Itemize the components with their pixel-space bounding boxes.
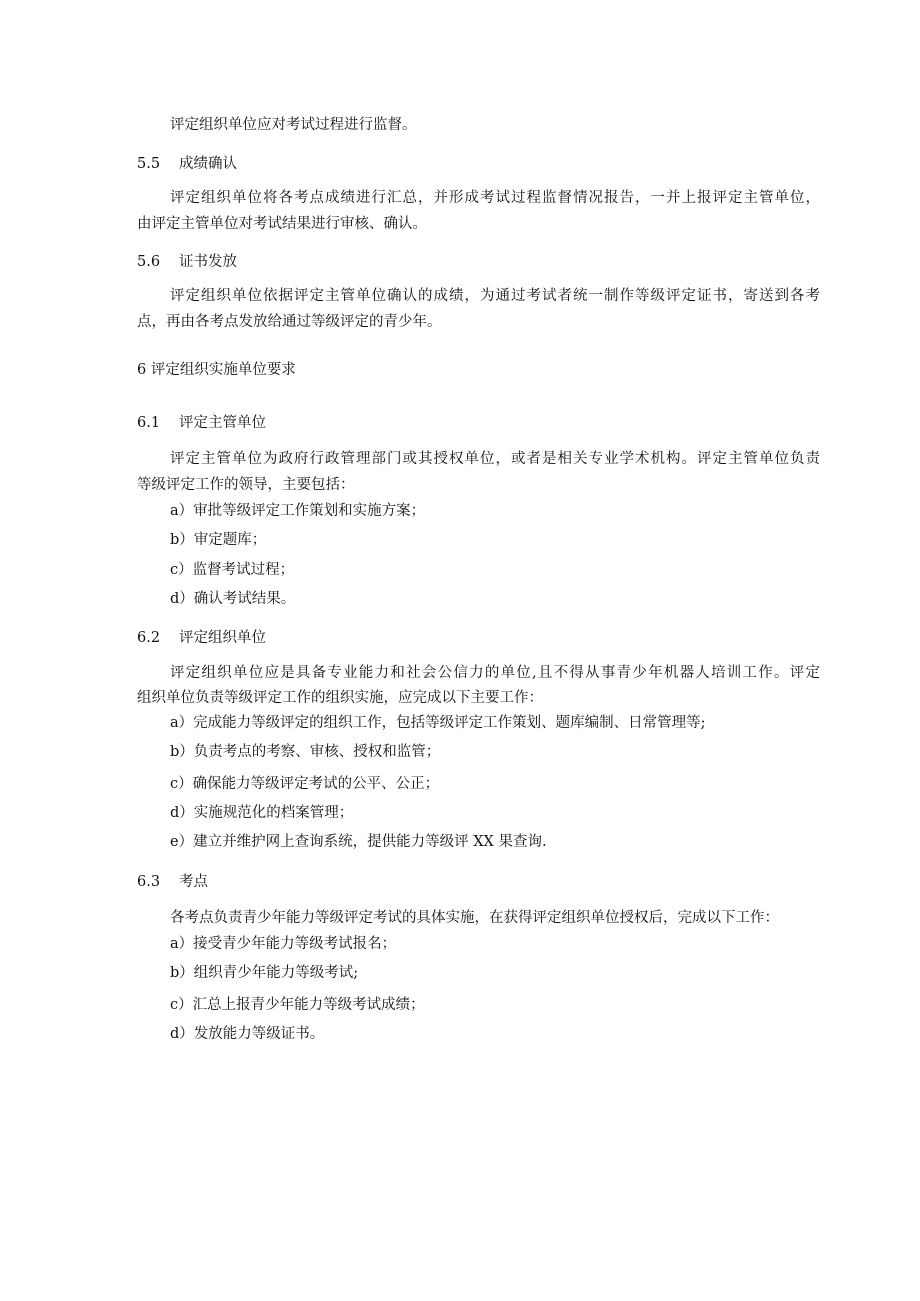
section-number: 6.1 bbox=[137, 415, 161, 431]
section-heading-5-5 bbox=[137, 154, 237, 174]
list-item: d）发放能力等级证书。 bbox=[170, 1026, 325, 1042]
paragraph: 等级评定工作的领导，主要包括： bbox=[137, 477, 355, 493]
section-number: 5.5 bbox=[137, 156, 161, 172]
list-item: b）负责考点的考察、审核、授权和监管； bbox=[170, 744, 441, 760]
section-heading-6-1 bbox=[137, 413, 266, 433]
section-number: 5.6 bbox=[137, 254, 161, 270]
section-title: 成绩确认 bbox=[179, 156, 237, 172]
list-item: c）监督考试过程； bbox=[170, 562, 295, 578]
paragraph: 评定主管单位为政府行政管理部门或其授权单位，或者是相关专业学术机构。评定主管单位负责 bbox=[170, 451, 820, 467]
list-item: e）建立并维护网上查询系统，提供能力等级评 XX 果查询. bbox=[170, 834, 547, 850]
section-title: 评定主管单位 bbox=[179, 415, 266, 431]
list-item: b）组织青少年能力等级考试; bbox=[170, 965, 359, 981]
section-title: 考点 bbox=[179, 874, 208, 890]
list-item: c）汇总上报青少年能力等级考试成绩； bbox=[170, 997, 425, 1013]
section-title: 证书发放 bbox=[179, 254, 237, 270]
list-item: a）审批等级评定工作策划和实施方案； bbox=[170, 503, 426, 519]
section-heading-5-6 bbox=[137, 252, 237, 272]
list-item: b）审定题库； bbox=[170, 532, 267, 548]
chapter-heading-6: 6 评定组织实施单位要求 bbox=[137, 362, 296, 378]
list-item: d）实施规范化的档案管理； bbox=[170, 805, 354, 821]
paragraph: 各考点负责青少年能力等级评定考试的具体实施，在获得评定组织单位授权后，完成以下工作： bbox=[170, 910, 779, 926]
section-heading-6-3 bbox=[137, 872, 208, 892]
paragraph: 由评定主管单位对考试结果进行审核、确认。 bbox=[137, 216, 427, 232]
list-item: a）接受青少年能力等级考试报名； bbox=[170, 936, 397, 952]
list-item: a）完成能力等级评定的组织工作，包括等级评定工作策划、题库编制、日常管理等; bbox=[170, 715, 706, 731]
paragraph: 评定组织单位依据评定主管单位确认的成绩，为通过考试者统一制作等级评定证书，寄送到各考 bbox=[170, 288, 820, 304]
list-item: c）确保能力等级评定考试的公平、公正； bbox=[170, 776, 440, 792]
paragraph: 评定组织单位应对考试过程进行监督。 bbox=[170, 117, 417, 133]
list-item: d）确认考试结果。 bbox=[170, 591, 296, 607]
section-number: 6.3 bbox=[137, 874, 161, 890]
paragraph: 评定组织单位应是具备专业能力和社会公信力的单位,且不得从事青少年机器人培训工作。评定 bbox=[170, 665, 820, 681]
paragraph: 评定组织单位将各考点成绩进行汇总，并形成考试过程监督情况报告，一并上报评定主管单位， bbox=[170, 190, 820, 206]
section-number: 6.2 bbox=[137, 630, 161, 646]
section-heading-6-2 bbox=[137, 628, 266, 648]
section-title: 评定组织单位 bbox=[179, 630, 266, 646]
paragraph: 点，再由各考点发放给通过等级评定的青少年。 bbox=[137, 314, 442, 330]
paragraph: 组织单位负责等级评定工作的组织实施，应完成以下主要工作： bbox=[137, 690, 543, 706]
